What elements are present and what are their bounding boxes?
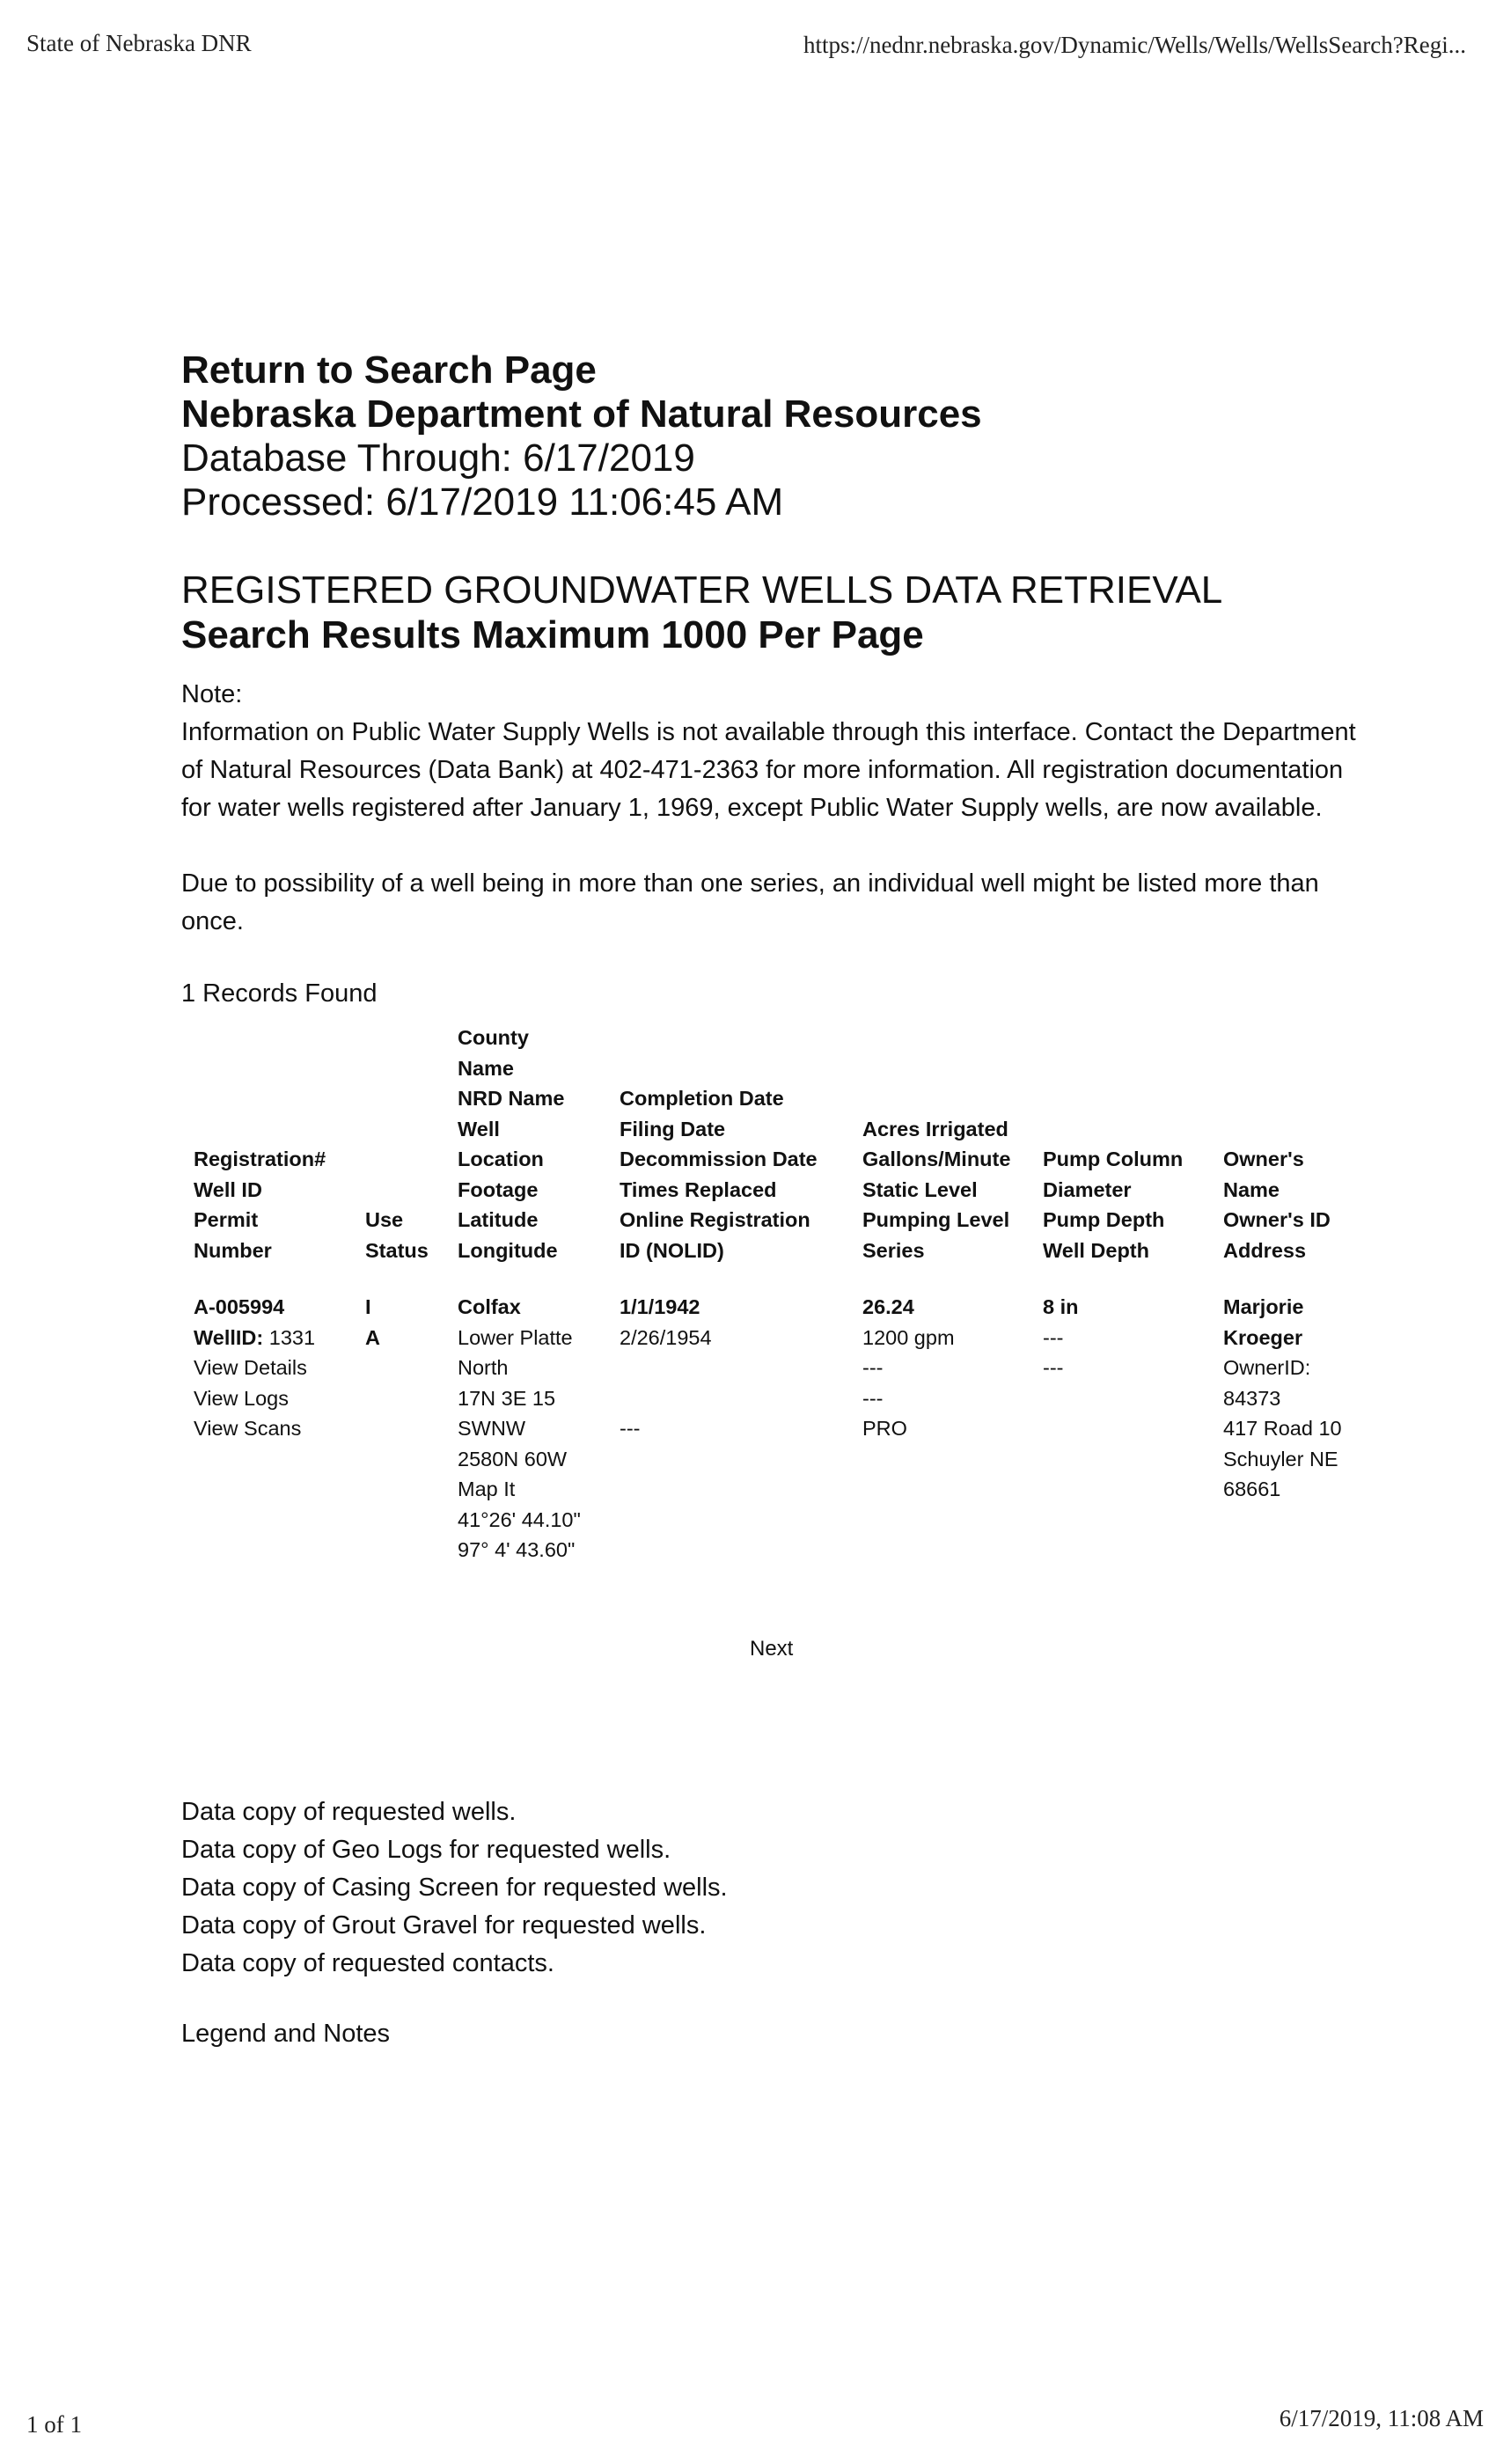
cell-pump: [1043, 1292, 1223, 1566]
data-copy-geo-logs-link[interactable]: Data copy of Geo Logs for requested wells.: [181, 1836, 671, 1864]
records-found: 1 Records Found: [181, 979, 378, 1008]
pump-column-diameter: 8 in: [1043, 1295, 1079, 1318]
note-paragraph-1: Information on Public Water Supply Wells is not available through this interface. Contact the Department of Natural Resources (Data Bank) at 402-471-2363 for more information. All registration documentation for water wells registered after January 1, 1969, except Public Water Supply wells, are now available.: [181, 718, 1356, 822]
use-code: I: [365, 1295, 371, 1318]
quarter-location: SWNW: [458, 1417, 526, 1440]
table-header-row: [194, 1023, 1355, 1292]
table-row: [194, 1292, 1355, 1566]
series: PRO: [862, 1417, 907, 1440]
owner-street: 417 Road 10: [1223, 1417, 1342, 1440]
header-acres-gpm: Acres Irrigated Gallons/Minute Static Level Pumping Level Series: [862, 1117, 1011, 1262]
owner-first-name: Marjorie: [1223, 1295, 1304, 1318]
well-depth: ---: [1043, 1356, 1064, 1379]
static-level: ---: [862, 1356, 884, 1379]
online-registration-id: ---: [620, 1417, 641, 1440]
data-copy-grout-gravel-link[interactable]: Data copy of Grout Gravel for requested wells.: [181, 1911, 707, 1940]
gallons-per-minute: 1200 gpm: [862, 1325, 955, 1349]
owner-zip: 68661: [1223, 1478, 1281, 1500]
next-page-link[interactable]: Next: [750, 1637, 794, 1661]
cell-use-status: [365, 1292, 458, 1566]
legend-and-notes-link[interactable]: Legend and Notes: [181, 2020, 391, 2048]
cell-registration: [194, 1292, 365, 1566]
header-owner: Owner's Name Owner's ID Address: [1223, 1148, 1331, 1262]
owner-city: Schuyler NE: [1223, 1447, 1338, 1470]
nrd-name-2: North: [458, 1356, 509, 1379]
print-footer-page: 1 of 1: [26, 2411, 82, 2438]
header-pump: Pump Column Diameter Pump Depth Well Depth: [1043, 1148, 1184, 1262]
return-to-search-link[interactable]: Return to Search Page: [181, 348, 597, 392]
cell-owner: [1223, 1292, 1355, 1566]
owner-id: 84373: [1223, 1386, 1281, 1410]
well-id: WellID: 1331: [194, 1325, 316, 1349]
legal-location: 17N 3E 15: [458, 1386, 556, 1410]
print-header-url: https://nednr.nebraska.gov/Dynamic/Wells/Wells/WellsSearch?Regi...: [803, 32, 1466, 58]
data-copy-links: [181, 1793, 728, 1983]
note-label: Note:: [181, 680, 243, 708]
header-county-location: County Name NRD Name Well Location Footage Latitude Longitude: [458, 1026, 565, 1262]
results-table: [194, 1023, 1355, 1566]
map-it-link[interactable]: Map It: [458, 1478, 516, 1500]
latitude: 41°26' 44.10": [458, 1507, 581, 1531]
print-header-site: State of Nebraska DNR: [26, 30, 252, 56]
view-details-link[interactable]: View Details: [194, 1356, 307, 1379]
acres-irrigated: 26.24: [862, 1295, 914, 1318]
data-copy-casing-screen-link[interactable]: Data copy of Casing Screen for requested wells.: [181, 1874, 728, 1902]
section-subtitle: Search Results Maximum 1000 Per Page: [181, 613, 924, 656]
status-code: A: [365, 1325, 380, 1349]
main-content: [181, 348, 1369, 1566]
header-use-status: Use Status: [365, 1208, 429, 1262]
longitude: 97° 4' 43.60": [458, 1538, 576, 1561]
section-title: REGISTERED GROUNDWATER WELLS DATA RETRIEVAL: [181, 568, 1223, 612]
pump-depth: ---: [1043, 1325, 1064, 1349]
view-scans-link[interactable]: View Scans: [194, 1417, 302, 1440]
completion-date: 1/1/1942: [620, 1295, 700, 1318]
data-copy-contacts-link[interactable]: Data copy of requested contacts.: [181, 1949, 554, 1977]
header-dates: Completion Date Filing Date Decommission Date Times Replaced Online Registration ID (NOLID): [620, 1087, 818, 1262]
print-footer-date: 6/17/2019, 11:08 AM: [1279, 2405, 1484, 2431]
agency-title: Nebraska Department of Natural Resources: [181, 392, 982, 436]
nrd-name: Lower Platte: [458, 1325, 573, 1349]
header-registration: Registration# Well ID Permit Number: [194, 1148, 326, 1262]
owner-last-name: Kroeger: [1223, 1325, 1303, 1349]
database-through: Database Through: 6/17/2019: [181, 436, 695, 480]
filing-date: 2/26/1954: [620, 1325, 712, 1349]
registration-number: A-005994: [194, 1295, 285, 1318]
processed-time: Processed: 6/17/2019 11:06:45 AM: [181, 480, 784, 524]
cell-county-location: [458, 1292, 620, 1566]
county-name: Colfax: [458, 1295, 521, 1318]
pumping-level: ---: [862, 1386, 884, 1410]
footage: 2580N 60W: [458, 1447, 568, 1470]
cell-dates: [620, 1292, 862, 1566]
data-copy-wells-link[interactable]: Data copy of requested wells.: [181, 1798, 517, 1826]
cell-acres-gpm: [862, 1292, 1043, 1566]
view-logs-link[interactable]: View Logs: [194, 1386, 289, 1410]
owner-id-label: OwnerID:: [1223, 1356, 1311, 1379]
note-paragraph-2: Due to possibility of a well being in more than one series, an individual well might be listed more than once.: [181, 869, 1319, 935]
